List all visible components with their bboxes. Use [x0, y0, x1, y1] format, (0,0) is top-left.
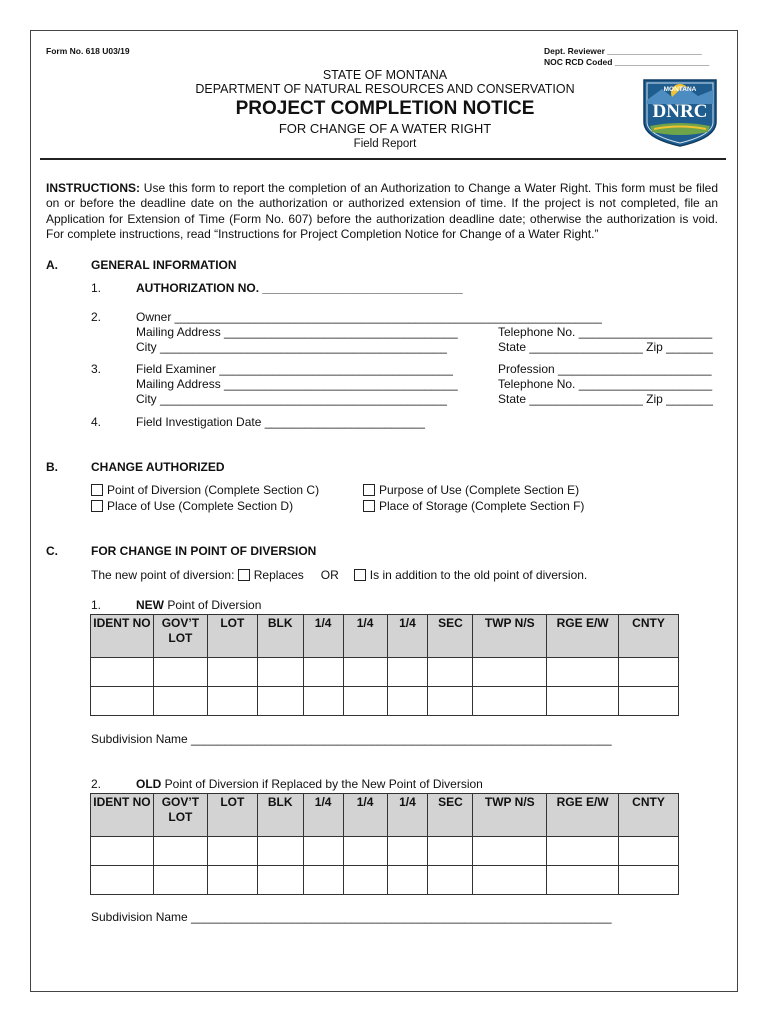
table-cell[interactable] [153, 687, 207, 716]
column-header: IDENT NO [91, 615, 154, 658]
table-cell[interactable] [303, 837, 343, 866]
column-header: 1/4 [303, 794, 343, 837]
replaces-checkbox[interactable] [238, 569, 250, 581]
table-cell[interactable] [257, 687, 303, 716]
authorization-no-field[interactable]: AUTHORIZATION NO. ______________________________ [136, 281, 463, 295]
new-pod-table [90, 614, 679, 716]
dept-reviewer-field[interactable]: Dept. Reviewer ____________________ [544, 46, 702, 56]
column-header: TWP N/S [473, 615, 547, 658]
table-cell[interactable] [343, 658, 387, 687]
column-header: LOT [207, 794, 257, 837]
replaces-label: Replaces [253, 568, 304, 582]
table-cell[interactable] [428, 866, 473, 895]
logo-main-text: DNRC [652, 101, 708, 122]
field-examiner-field[interactable]: Field Examiner ___________________________________ [136, 362, 453, 376]
owner-state-zip-field[interactable]: State _________________ Zip _______ [498, 340, 713, 354]
checkbox-label: Point of Diversion (Complete Section C) [107, 483, 320, 497]
table-cell[interactable] [343, 866, 387, 895]
change-option-point-of-diversion[interactable] [91, 483, 319, 497]
column-header: 1/4 [343, 794, 387, 837]
item-number: 3. [91, 362, 102, 376]
table-row [91, 658, 679, 687]
column-header: IDENT NO [91, 794, 154, 837]
checkbox-label: Place of Storage (Complete Section F) [379, 499, 585, 513]
table-cell[interactable] [387, 866, 428, 895]
owner-city-field[interactable]: City ___________________________________________ [136, 340, 447, 354]
table-cell[interactable] [303, 687, 343, 716]
column-header: TWP N/S [473, 794, 547, 837]
table-cell[interactable] [153, 837, 207, 866]
department-heading: DEPARTMENT OF NATURAL RESOURCES AND CONSERVATION [195, 82, 575, 96]
column-header: CNTY [619, 794, 679, 837]
change-option-place-of-use[interactable] [91, 499, 293, 513]
table-cell[interactable] [473, 658, 547, 687]
table-cell[interactable] [207, 658, 257, 687]
table-cell[interactable] [428, 658, 473, 687]
report-type: Field Report [353, 138, 417, 150]
table-cell[interactable] [387, 658, 428, 687]
table-cell[interactable] [619, 687, 679, 716]
column-header: GOV’T LOT [153, 615, 207, 658]
column-header: 1/4 [387, 615, 428, 658]
checkbox-label: Place of Use (Complete Section D) [107, 499, 294, 513]
table-cell[interactable] [428, 687, 473, 716]
investigation-date-field[interactable]: Field Investigation Date ________________________ [136, 415, 425, 429]
table-cell[interactable] [257, 837, 303, 866]
in-addition-label: Is in addition to the old point of diversion. [369, 568, 588, 582]
checkbox[interactable] [363, 484, 375, 496]
table-cell[interactable] [343, 687, 387, 716]
section-c-title: FOR CHANGE IN POINT OF DIVERSION [91, 544, 317, 558]
new-subdivision-name-field[interactable]: Subdivision Name _______________________________________________________________ [91, 732, 612, 746]
change-option-place-of-storage[interactable] [363, 499, 584, 513]
owner-mailing-address-field[interactable]: Mailing Address ___________________________________ [136, 325, 458, 339]
table-cell[interactable] [473, 687, 547, 716]
table-row [91, 866, 679, 895]
table-cell[interactable] [473, 866, 547, 895]
or-label: OR [320, 568, 339, 582]
section-c-letter: C. [46, 544, 58, 558]
table-cell[interactable] [207, 837, 257, 866]
table-cell[interactable] [387, 837, 428, 866]
item-number: 2. [91, 310, 102, 324]
dnrc-logo [640, 76, 720, 148]
table-cell[interactable] [619, 866, 679, 895]
column-header: RGE E/W [547, 794, 619, 837]
column-header: SEC [428, 794, 473, 837]
instructions-block [46, 181, 718, 243]
owner-telephone-field[interactable]: Telephone No. ____________________ [498, 325, 713, 339]
column-header: 1/4 [387, 794, 428, 837]
table-cell[interactable] [343, 837, 387, 866]
new-pod-relationship [91, 568, 587, 582]
section-a-letter: A. [46, 258, 58, 272]
item-number: 4. [91, 415, 102, 429]
new-pod-heading [136, 598, 261, 612]
old-pod-heading [136, 777, 483, 791]
logo-top-text: MONTANA [663, 86, 697, 93]
page-title: PROJECT COMPLETION NOTICE [235, 98, 535, 119]
header-divider [40, 158, 726, 160]
table-cell[interactable] [257, 866, 303, 895]
table-cell[interactable] [257, 658, 303, 687]
old-label: OLD [136, 777, 162, 791]
table-header-row [91, 615, 679, 658]
column-header: GOV’T LOT [153, 794, 207, 837]
table-cell[interactable] [428, 837, 473, 866]
change-option-purpose-of-use[interactable] [363, 483, 579, 497]
table-cell[interactable] [153, 658, 207, 687]
table-cell[interactable] [91, 866, 154, 895]
item-number: 1. [91, 281, 102, 295]
table-cell[interactable] [547, 687, 619, 716]
profession-field[interactable]: Profession _______________________ [498, 362, 712, 376]
column-header: BLK [257, 615, 303, 658]
checkbox[interactable] [91, 500, 103, 512]
new-label: NEW [136, 598, 164, 612]
owner-field[interactable]: Owner ________________________________________________________________ [136, 310, 602, 324]
noc-rcd-coded-field[interactable]: NOC RCD Coded ____________________ [544, 57, 710, 67]
table-cell[interactable] [619, 837, 679, 866]
state-heading: STATE OF MONTANA [322, 68, 448, 82]
examiner-state-zip-field[interactable]: State _________________ Zip _______ [498, 392, 713, 406]
table-cell[interactable] [91, 687, 154, 716]
table-cell[interactable] [303, 866, 343, 895]
table-cell[interactable] [387, 687, 428, 716]
item-number: 2. [91, 777, 102, 791]
table-cell[interactable] [91, 837, 154, 866]
old-pod-table [90, 793, 679, 895]
column-header: 1/4 [303, 615, 343, 658]
in-addition-checkbox[interactable] [354, 569, 366, 581]
section-b-title: CHANGE AUTHORIZED [91, 460, 225, 474]
table-cell[interactable] [547, 658, 619, 687]
table-cell[interactable] [207, 687, 257, 716]
table-cell[interactable] [619, 658, 679, 687]
table-cell[interactable] [91, 658, 154, 687]
form-number: Form No. 618 U03/19 [46, 46, 130, 56]
table-cell[interactable] [547, 866, 619, 895]
column-header: LOT [207, 615, 257, 658]
table-row [91, 687, 679, 716]
section-a-title: GENERAL INFORMATION [91, 258, 237, 272]
checkbox[interactable] [91, 484, 103, 496]
instructions-text: Use this form to report the completion of an Authorization to Change a Water Right. This form must be filed on or before the deadline date on the authorization or authorized extension of time. If the project is not completed, file an Application for Extension of Time (Form No. 607) before the authorization deadline date; otherwise the authorization is void. For complete instructions, read “Instructions for Project Completion Notice for Change of a Water Right.” [46, 181, 718, 242]
new-pod-label: The new point of diversion: [91, 568, 235, 582]
column-header: BLK [257, 794, 303, 837]
column-header: 1/4 [343, 615, 387, 658]
checkbox-label: Purpose of Use (Complete Section E) [379, 483, 580, 497]
table-cell[interactable] [547, 837, 619, 866]
examiner-mailing-address-field[interactable]: Mailing Address ___________________________________ [136, 377, 458, 391]
old-pod-label-rest: Point of Diversion if Replaced by the New Point of Diversion [161, 777, 483, 791]
column-header: RGE E/W [547, 615, 619, 658]
section-b-letter: B. [46, 460, 58, 474]
examiner-telephone-field[interactable]: Telephone No. ____________________ [498, 377, 713, 391]
column-header: CNTY [619, 615, 679, 658]
table-cell[interactable] [473, 837, 547, 866]
table-cell[interactable] [303, 658, 343, 687]
new-pod-label-rest: Point of Diversion [164, 598, 262, 612]
item-number: 1. [91, 598, 102, 612]
old-subdivision-name-field[interactable]: Subdivision Name _______________________________________________________________ [91, 910, 612, 924]
table-header-row [91, 794, 679, 837]
table-row [91, 837, 679, 866]
column-header: SEC [428, 615, 473, 658]
instructions-label: INSTRUCTIONS: [46, 181, 140, 195]
table-cell[interactable] [207, 866, 257, 895]
table-cell[interactable] [153, 866, 207, 895]
page-subtitle: FOR CHANGE OF A WATER RIGHT [278, 121, 492, 136]
checkbox[interactable] [363, 500, 375, 512]
examiner-city-field[interactable]: City ___________________________________________ [136, 392, 447, 406]
